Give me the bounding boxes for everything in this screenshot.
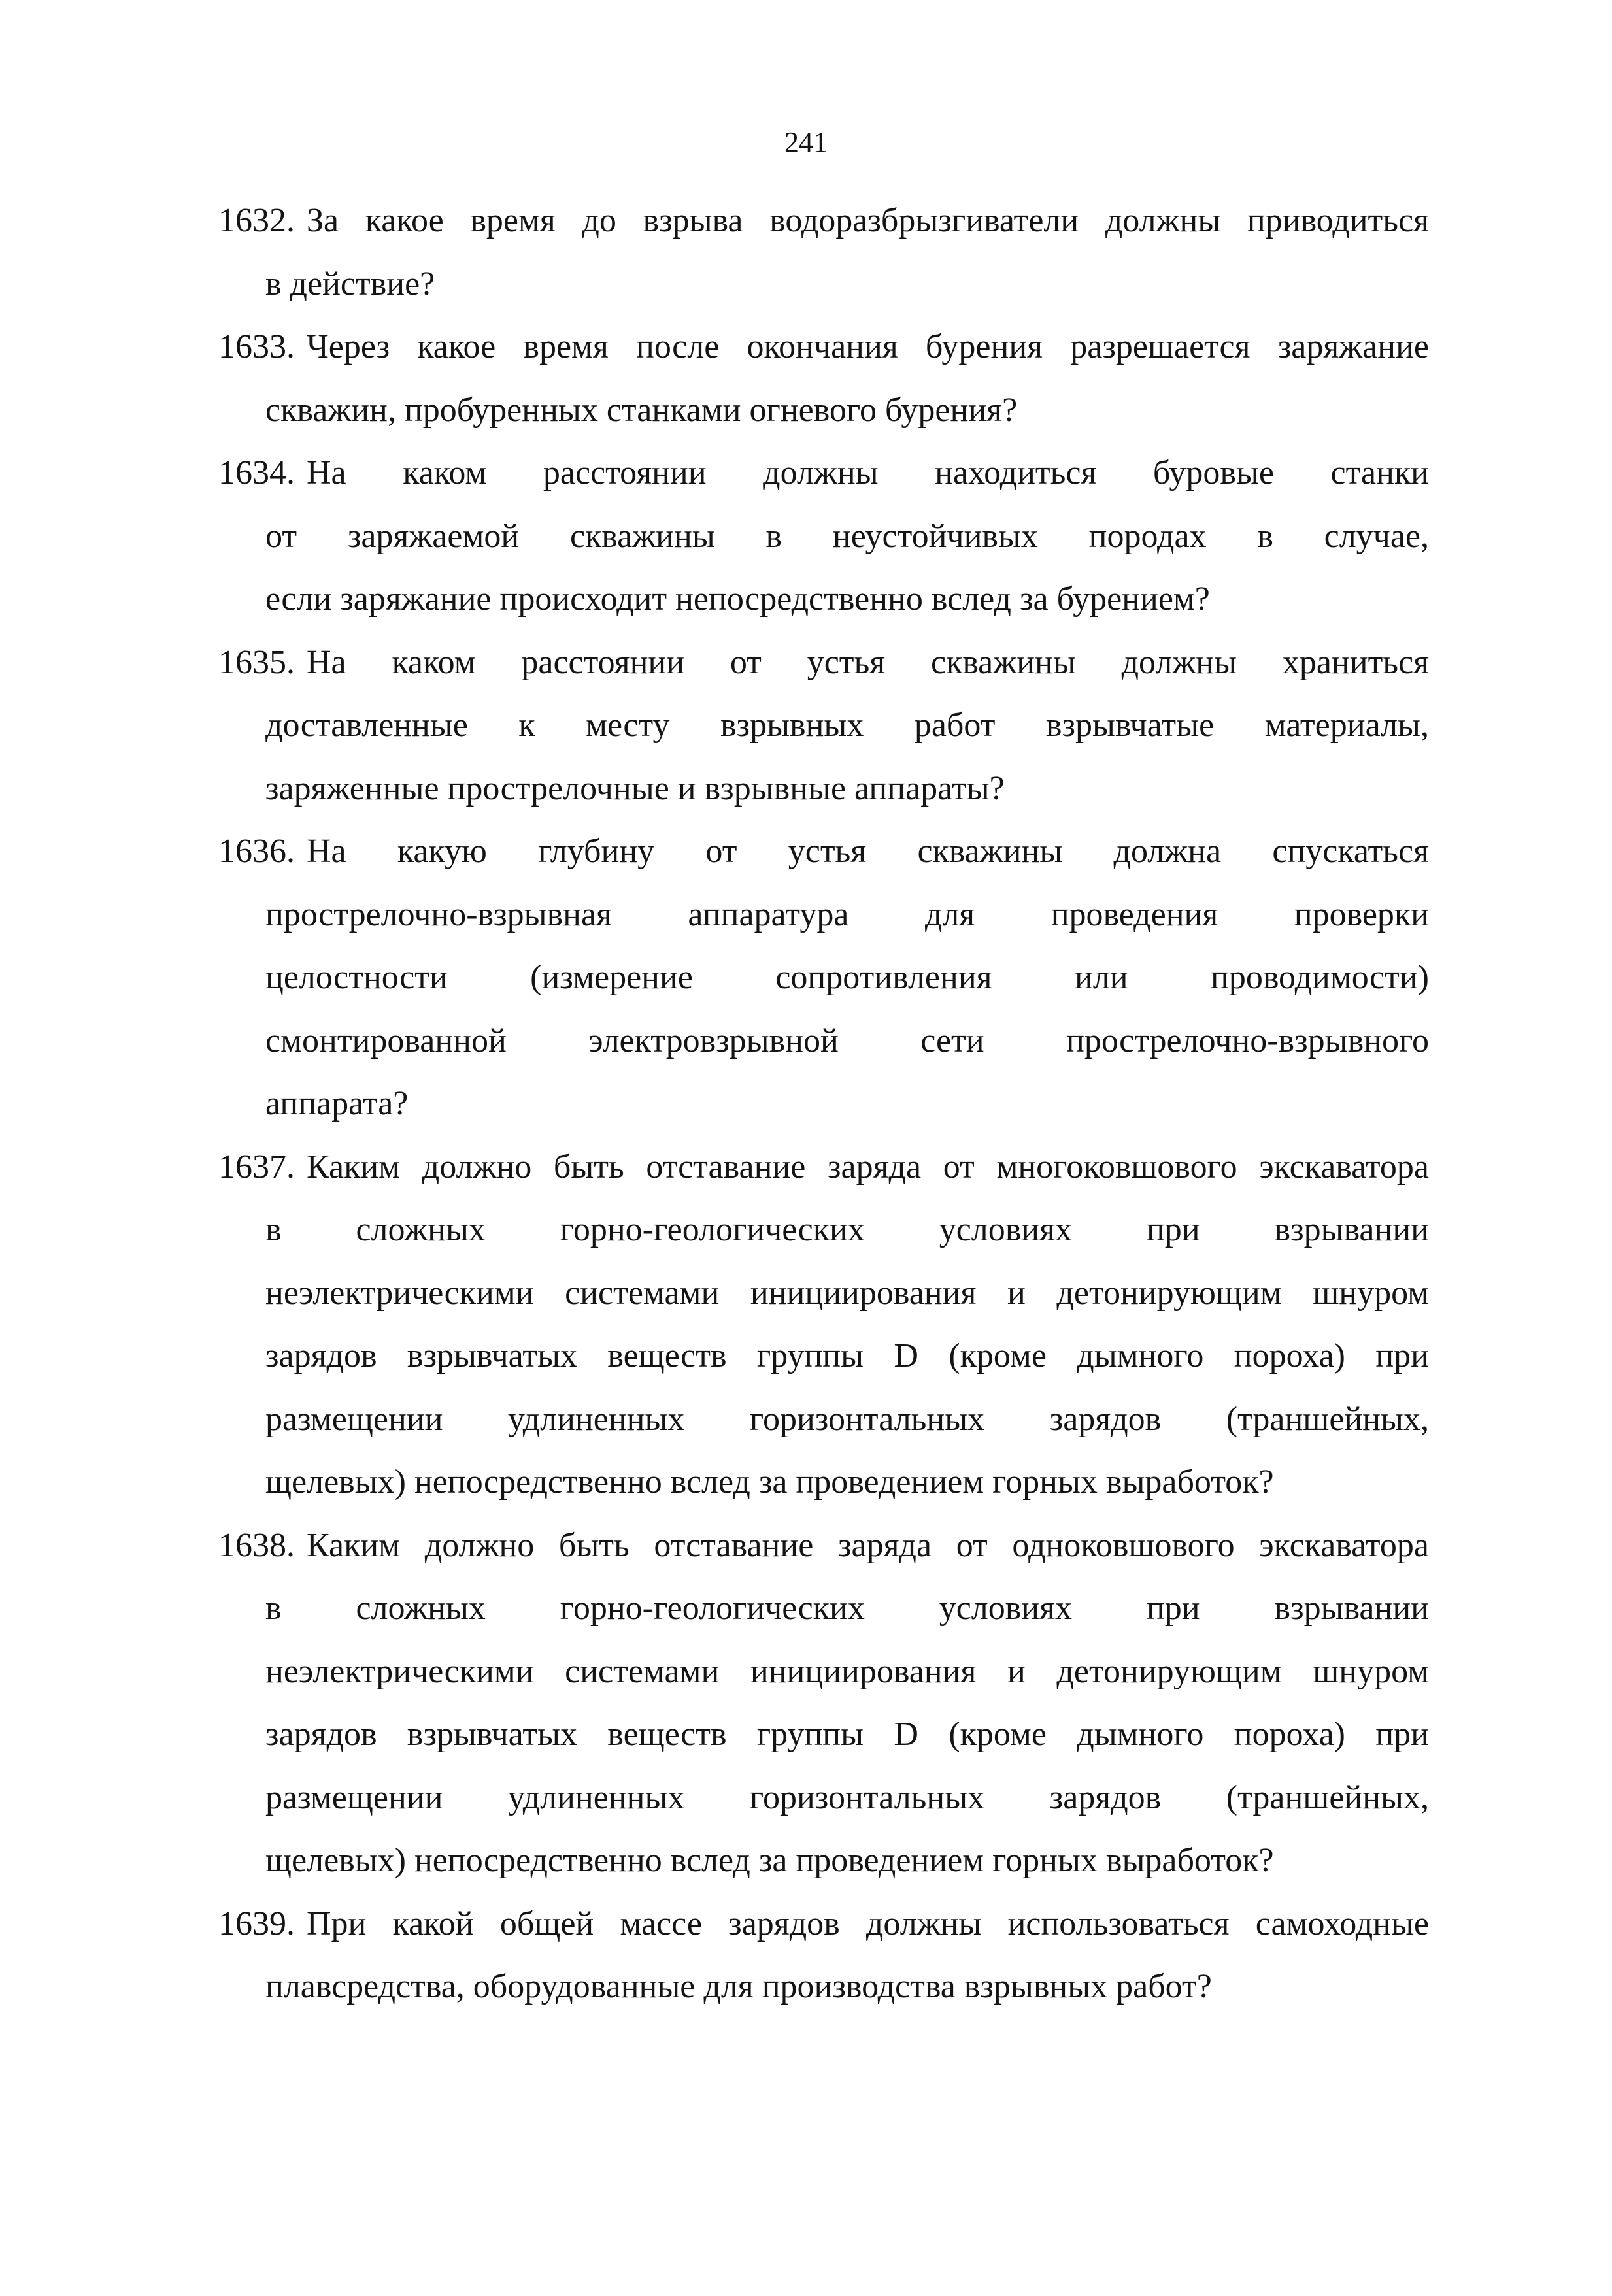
- question-line: размещении удлиненных горизонтальных зарядов (траншейных,: [265, 1400, 1429, 1438]
- question-line: 1639. При какой общей массе зарядов должны использоваться самоходные: [218, 1905, 1429, 1942]
- question-line: 1636. На какую глубину от устья скважины должна спускаться: [218, 833, 1429, 870]
- question-line: если заряжание происходит непосредственно вслед за бурением?: [265, 580, 1210, 618]
- question-1635: [218, 631, 1429, 821]
- question-1637: [218, 1136, 1429, 1514]
- question-line: доставленные к месту взрывных работ взрывчатые материалы,: [265, 707, 1429, 744]
- question-number: 1634.: [218, 454, 295, 491]
- question-line: неэлектрическими системами инициирования и детонирующим шнуром: [265, 1274, 1429, 1312]
- question-list: [218, 190, 1429, 2019]
- question-number: 1638.: [218, 1526, 295, 1564]
- question-1633: [218, 316, 1429, 442]
- question-1634: [218, 442, 1429, 631]
- question-1639: [218, 1893, 1429, 2019]
- question-number: 1639.: [218, 1905, 295, 1942]
- question-line: 1638. Каким должно быть отставание заряда от одноковшового экскаватора: [218, 1526, 1429, 1564]
- question-line: в сложных горно-геологических условиях при взрывании: [265, 1211, 1429, 1248]
- question-line: щелевых) непосредственно вслед за проведением горных выработок?: [265, 1842, 1274, 1879]
- question-number: 1633.: [218, 328, 295, 365]
- question-line: зарядов взрывчатых веществ группы D (кроме дымного пороха) при: [265, 1716, 1429, 1753]
- question-number: 1636.: [218, 833, 295, 870]
- question-1632: [218, 190, 1429, 316]
- question-number: 1637.: [218, 1148, 295, 1186]
- question-line: от заряжаемой скважины в неустойчивых породах в случае,: [265, 517, 1429, 555]
- question-line: неэлектрическими системами инициирования и детонирующим шнуром: [265, 1652, 1429, 1690]
- question-line: в сложных горно-геологических условиях при взрывании: [265, 1589, 1429, 1627]
- question-line: 1634. На каком расстоянии должны находиться буровые станки: [218, 454, 1429, 491]
- question-1636: [218, 820, 1429, 1136]
- question-line: плавсредства, оборудованные для производства взрывных работ?: [265, 1968, 1212, 2005]
- question-line: 1637. Каким должно быть отставание заряда от многоковшового экскаватора: [218, 1148, 1429, 1186]
- question-line: 1635. На каком расстоянии от устья скважины должны храниться: [218, 643, 1429, 681]
- question-line: аппарата?: [265, 1085, 409, 1122]
- question-1638: [218, 1514, 1429, 1893]
- page-number: 241: [784, 126, 828, 158]
- question-line: 1632. За какое время до взрыва водоразбрызгиватели должны приводиться: [218, 202, 1429, 239]
- question-line: 1633. Через какое время после окончания бурения разрешается заряжание: [218, 328, 1429, 365]
- question-number: 1632.: [218, 202, 295, 239]
- question-line: зарядов взрывчатых веществ группы D (кроме дымного пороха) при: [265, 1337, 1429, 1374]
- question-number: 1635.: [218, 643, 295, 681]
- question-line: щелевых) непосредственно вслед за проведением горных выработок?: [265, 1463, 1274, 1501]
- question-line: скважин, пробуренных станками огневого бурения?: [265, 391, 1018, 429]
- question-line: заряженные прострелочные и взрывные аппараты?: [265, 769, 1005, 807]
- question-line: целостности (измерение сопротивления или проводимости): [265, 959, 1429, 996]
- question-line: прострелочно-взрывная аппаратура для проведения проверки: [265, 895, 1429, 933]
- question-line: в действие?: [265, 265, 435, 303]
- question-line: размещении удлиненных горизонтальных зарядов (траншейных,: [265, 1778, 1429, 1816]
- question-line: смонтированной электровзрывной сети прострелочно-взрывного: [265, 1022, 1429, 1059]
